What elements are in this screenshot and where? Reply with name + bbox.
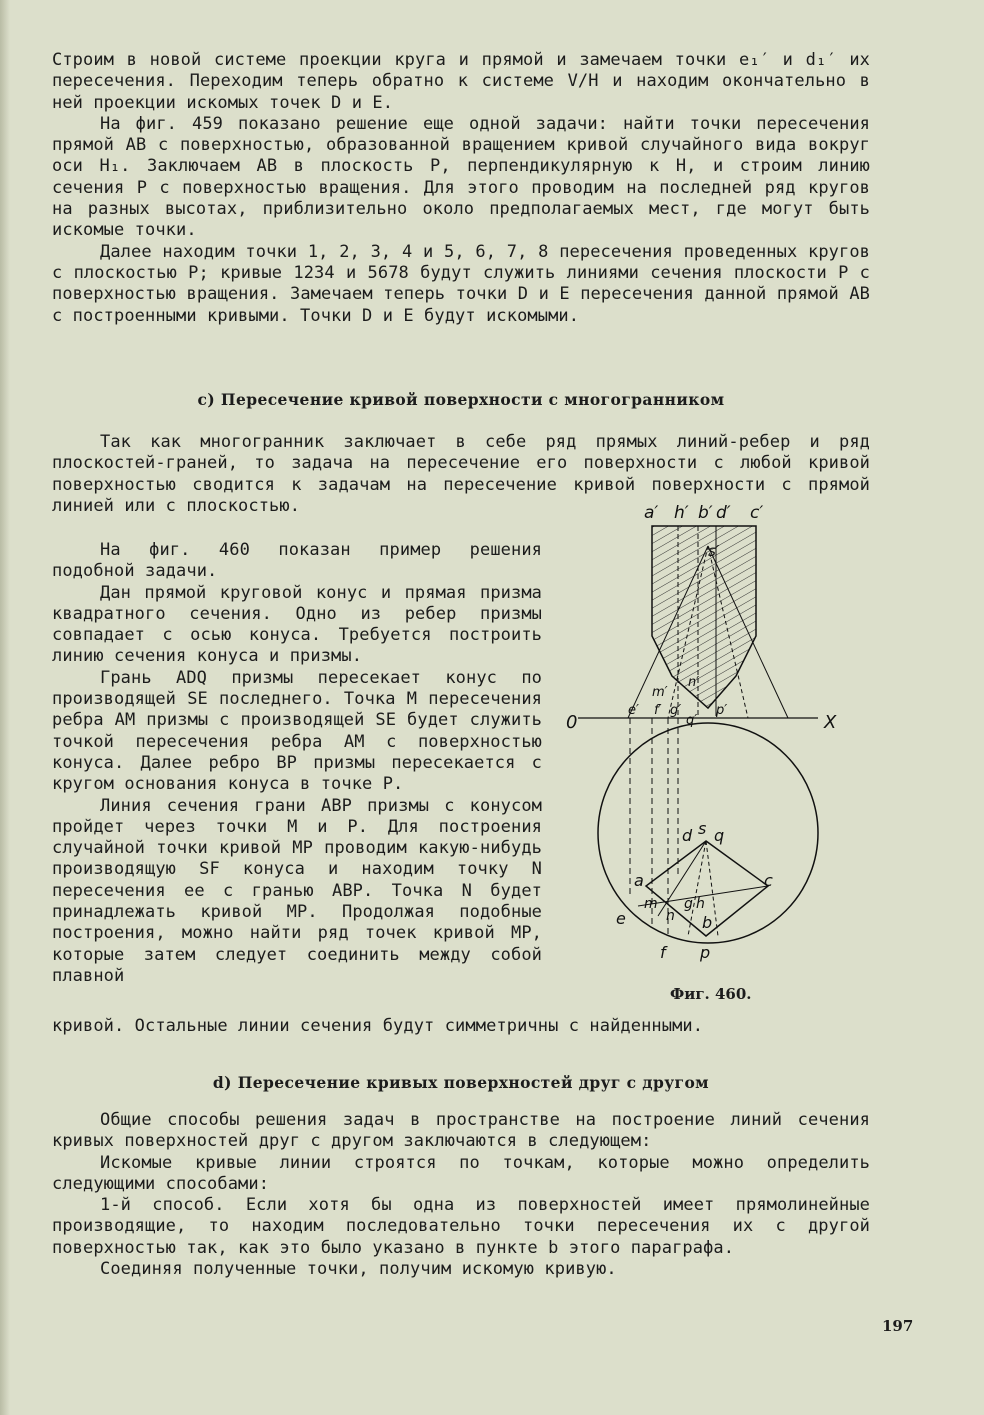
label-q: q [714, 826, 725, 845]
label-a: a [634, 871, 644, 890]
paragraph: Грань ADQ призмы пересекает конус по производящей SE последнего. Точка M пересечения ребра AM призмы с производящей SE будет служить точкой пересечения ребра AM с поверхностью конуса. Далее ребро BP призмы пересекается с кругом основания конуса в точке P. [52, 667, 542, 795]
label-m: m [644, 896, 658, 912]
paragraph: Далее находим точки 1, 2, 3, 4 и 5, 6, 7, 8 пересечения проведенных кругов с плоскостью P; кривые 1234 и 5678 будут служить линиями сечения плоскости P с поверхностью вращения. Замечаем теперь точки D и E пересечения данной прямой AB с построенными кривыми. Точки D и E будут искомыми. [52, 241, 870, 326]
label-n: n [666, 908, 675, 924]
cone-base-circle [598, 723, 818, 943]
label-p: p [700, 943, 711, 962]
label-e: e [616, 909, 626, 928]
label-g-prime: g′ [670, 703, 682, 718]
section-c-continuation [52, 1016, 870, 1037]
section-heading-d: d) Пересечение кривых поверхностей друг с другом [212, 1073, 710, 1092]
label-h: h [696, 896, 705, 912]
paragraph: Линия сечения грани ABP призмы с конусом пройдет через точки M и P. Для построения случайной точки кривой MP проводим какую-нибудь производящую SF конуса и находим точку N пересечения ее с гранью ABP. Точка N будет принадлежать кривой MP. Продолжая подобные построения, можно найти ряд точек кривой MP, которые затем следует соединить между собой плавной [52, 795, 542, 986]
label-g: g [684, 896, 693, 912]
label-e-prime: e′ [628, 703, 639, 718]
label-s-prime: s′ [708, 542, 720, 560]
paragraph: Строим в новой системе проекции круга и прямой и замечаем точки e₁′ и d₁′ их пересечения. Переходим теперь обратно к системе V/H и находим окончательно в ней проекции искомых точек D и E. [52, 50, 870, 113]
label-axis-left: 0 [566, 712, 578, 733]
prism-front-view [652, 526, 756, 708]
label-n-prime: n′ [688, 675, 700, 690]
section-d-text [52, 1110, 870, 1280]
paragraph: Соединяя полученные точки, получим искомую кривую. [100, 1259, 617, 1280]
paragraph: Так как многогранник заключает в себе ряд прямых линий-ребер и ряд плоскостей-граней, то задача на пересечение его поверхности с любой кривой поверхностью сводится к задачам на пересечение кривой поверхности с прямой линией или с плоскостью. [52, 432, 870, 516]
paragraph: 1-й способ. Если хотя бы одна из поверхностей имеет прямолинейные производящие, то находим последовательно точки пересечения их с другой поверхностью так, как это было указано в пункте b этого параграфа. [52, 1195, 870, 1258]
label-m-prime: m′ [652, 685, 668, 700]
label-a-prime: a′ [644, 503, 659, 523]
label-b-prime: b′ [698, 503, 713, 523]
label-c: c [764, 871, 773, 890]
label-p-prime: p′ [716, 703, 728, 718]
figure-460-drawing [538, 496, 878, 1016]
page-spine-shadow [0, 0, 10, 1415]
label-f-prime: f′ [654, 703, 662, 718]
paragraph: Дан прямой круговой конус и прямая призма квадратного сечения. Одно из ребер призмы совпадает с осью конуса. Требуется построить линию сечения конуса и призмы. [52, 582, 542, 667]
label-axis-right: X [824, 712, 837, 733]
label-q-prime: q′ [686, 713, 698, 728]
paragraph: На фиг. 459 показано решение еще одной задачи: найти точки пересечения прямой AB с поверхностью, образованной вращением кривой случайного вида вокруг оси H₁. Заключаем AB в плоскость P, перпендикулярную к H, и строим линию сечения P с поверхностью вращения. Для этого проводим на последней ряд кругов на разных высотах, приблизительно около предполагаемых мест, где могут быть искомые точки. [52, 113, 870, 241]
label-c-prime: c′ [750, 503, 764, 523]
paragraph: Искомые кривые линии строятся по точкам, которые можно определить следующими способами: [52, 1152, 870, 1194]
section-c-float-text [52, 540, 542, 987]
label-h-prime: h′ [674, 503, 689, 523]
paragraph: На фиг. 460 показан пример решения подобной задачи. [52, 540, 542, 582]
page-number: 197 [882, 1317, 914, 1335]
text-block-top [52, 50, 870, 327]
label-s: s [698, 819, 707, 838]
label-d-prime: d′ [716, 503, 731, 523]
label-d: d [682, 826, 693, 845]
paragraph: кривой. Остальные линии сечения будут симметричны с найденными. [52, 1016, 704, 1036]
label-b: b [702, 913, 713, 932]
label-f: f [660, 943, 666, 962]
figure-caption: Фиг. 460. [670, 985, 752, 1003]
section-heading-c: c) Пересечение кривой поверхности с многогранником [197, 390, 725, 409]
paragraph: Общие способы решения задач в пространстве на построение линий сечения кривых поверхностей друг с другом заключаются в следующем: [52, 1110, 870, 1152]
